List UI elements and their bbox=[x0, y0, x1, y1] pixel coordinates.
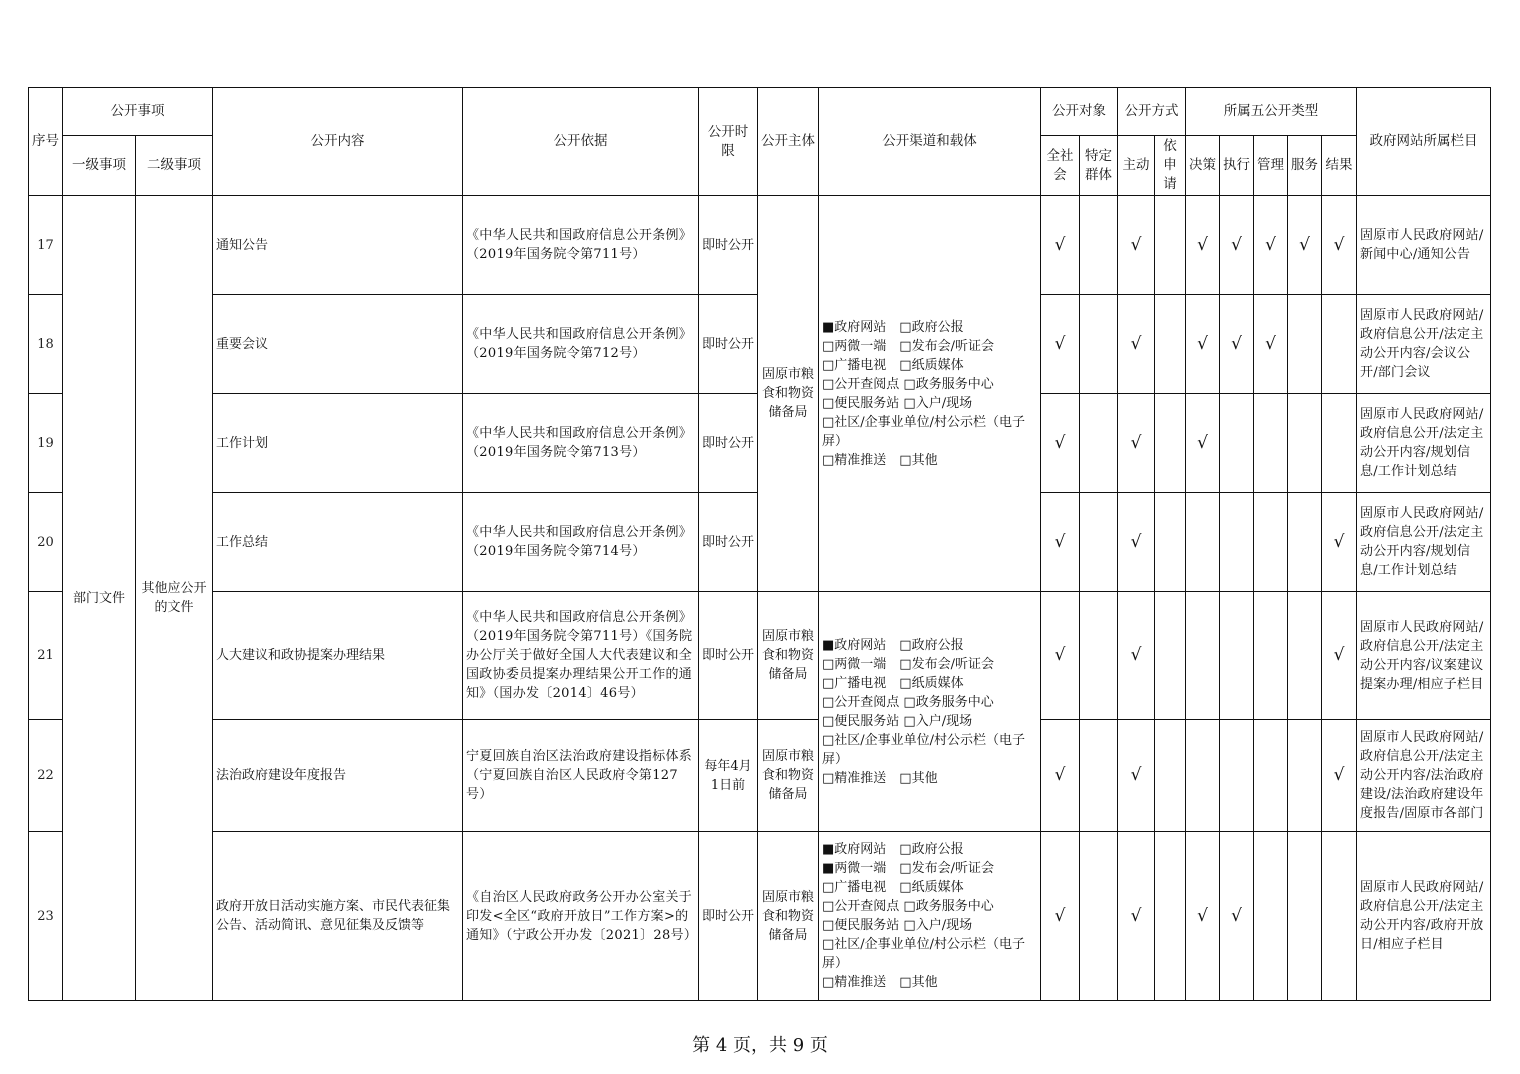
header-seq: 序号 bbox=[29, 88, 63, 196]
row-type-manage: √ bbox=[1254, 295, 1288, 394]
subject-cell-c: 固原市粮食和物资储备局 bbox=[758, 720, 819, 832]
row-type-service bbox=[1288, 592, 1322, 720]
table-row bbox=[29, 720, 1491, 832]
header-row-1 bbox=[29, 88, 1491, 136]
header-time: 公开时限 bbox=[699, 88, 758, 196]
row-type-decision bbox=[1186, 592, 1220, 720]
row-basis: 宁夏回族自治区法治政府建设指标体系（宁夏回族自治区人民政府令第127号） bbox=[463, 720, 699, 832]
row-method-apply bbox=[1155, 592, 1186, 720]
header-level1: 一级事项 bbox=[63, 136, 136, 196]
header-types: 所属五公开类型 bbox=[1186, 88, 1357, 136]
header-type-service: 服务 bbox=[1288, 136, 1322, 196]
channel-line: □社区/企事业单位/村公示栏（电子屏） bbox=[822, 937, 1026, 971]
row-target-specific bbox=[1080, 196, 1118, 295]
header-items: 公开事项 bbox=[63, 88, 213, 136]
row-type-service: √ bbox=[1288, 196, 1322, 295]
row-method-active: √ bbox=[1118, 295, 1155, 394]
channel-line: □精准推送 □其他 bbox=[822, 975, 938, 990]
header-content: 公开内容 bbox=[213, 88, 463, 196]
row-target-all: √ bbox=[1041, 394, 1080, 493]
header-method-apply: 依申请 bbox=[1155, 136, 1186, 196]
channel-line: □广播电视 □纸质媒体 bbox=[822, 357, 964, 373]
row-type-exec: √ bbox=[1220, 196, 1254, 295]
row-basis: 《中华人民共和国政府信息公开条例》（2019年国务院令第713号） bbox=[463, 394, 699, 493]
row-method-apply bbox=[1155, 295, 1186, 394]
row-target-specific bbox=[1080, 295, 1118, 394]
row-website: 固原市人民政府网站/政府信息公开/法定主动公开内容/议案建议提案办理/相应子栏目 bbox=[1357, 592, 1491, 720]
row-method-active: √ bbox=[1118, 196, 1155, 295]
row-seq: 19 bbox=[29, 394, 63, 493]
channel-line: □公开查阅点 □政务服务中心 bbox=[822, 899, 994, 914]
row-type-decision: √ bbox=[1186, 295, 1220, 394]
row-method-apply bbox=[1155, 196, 1186, 295]
row-type-manage bbox=[1254, 720, 1288, 832]
row-website: 固原市人民政府网站/新闻中心/通知公告 bbox=[1357, 196, 1491, 295]
channel-line: □便民服务站 □入户/现场 bbox=[822, 713, 973, 729]
row-type-manage: √ bbox=[1254, 196, 1288, 295]
channel-line: □广播电视 □纸质媒体 bbox=[822, 675, 964, 691]
row-type-result: √ bbox=[1322, 196, 1357, 295]
channel-line: □精准推送 □其他 bbox=[822, 452, 938, 468]
row-website: 固原市人民政府网站/政府信息公开/法定主动公开内容/规划信息/工作计划总结 bbox=[1357, 394, 1491, 493]
row-type-exec bbox=[1220, 720, 1254, 832]
header-website: 政府网站所属栏目 bbox=[1357, 88, 1491, 196]
header-target: 公开对象 bbox=[1041, 88, 1118, 136]
row-basis: 《中华人民共和国政府信息公开条例》（2019年国务院令第714号） bbox=[463, 493, 699, 592]
header-type-manage: 管理 bbox=[1254, 136, 1288, 196]
row-website: 固原市人民政府网站/政府信息公开/法定主动公开内容/法治政府建设/法治政府建设年度报告/固原市各部门 bbox=[1357, 720, 1491, 832]
row-seq: 18 bbox=[29, 295, 63, 394]
row-type-service bbox=[1288, 493, 1322, 592]
header-method-active: 主动 bbox=[1118, 136, 1155, 196]
row-time: 即时公开 bbox=[699, 394, 758, 493]
row-type-result bbox=[1322, 394, 1357, 493]
channel-line: □广播电视 □纸质媒体 bbox=[822, 880, 964, 895]
row-method-active: √ bbox=[1118, 832, 1155, 1001]
row-target-specific bbox=[1080, 720, 1118, 832]
subject-cell-a: 固原市粮食和物资储备局 bbox=[758, 196, 819, 592]
channel-line: □两微一端 □发布会/听证会 bbox=[822, 338, 994, 354]
disclosure-table bbox=[28, 87, 1491, 1001]
header-level2: 二级事项 bbox=[136, 136, 213, 196]
row-type-decision: √ bbox=[1186, 196, 1220, 295]
row-method-active: √ bbox=[1118, 720, 1155, 832]
row-time: 即时公开 bbox=[699, 196, 758, 295]
header-channel: 公开渠道和载体 bbox=[819, 88, 1041, 196]
row-type-exec bbox=[1220, 493, 1254, 592]
row-basis: 《自治区人民政府政务公开办公室关于印发<全区“政府开放日”工作方案>的通知》（宁政公开办发〔2021〕28号） bbox=[463, 832, 699, 1001]
row-basis: 《中华人民共和国政府信息公开条例》（2019年国务院令第711号）《国务院办公厅关于做好全国人大代表建议和全国政协委员提案办理结果公开工作的通知》（国办发〔2014〕46号） bbox=[463, 592, 699, 720]
row-type-result: √ bbox=[1322, 592, 1357, 720]
channel-line: □两微一端 □发布会/听证会 bbox=[822, 656, 994, 672]
row-method-active: √ bbox=[1118, 493, 1155, 592]
channel-cell-c bbox=[819, 832, 1041, 1001]
channel-line: ■政府网站 □政府公报 bbox=[822, 842, 964, 857]
header-target-all: 全社会 bbox=[1041, 136, 1080, 196]
channel-line: ■两微一端 □发布会/听证会 bbox=[822, 861, 994, 876]
row-type-manage bbox=[1254, 394, 1288, 493]
header-target-specific: 特定群体 bbox=[1080, 136, 1118, 196]
row-content: 政府开放日活动实施方案、市民代表征集公告、活动简讯、意见征集及反馈等 bbox=[213, 832, 463, 1001]
level1-cell: 部门文件 bbox=[63, 196, 136, 1001]
row-type-result: √ bbox=[1322, 493, 1357, 592]
channel-line: □便民服务站 □入户/现场 bbox=[822, 395, 973, 411]
header-type-exec: 执行 bbox=[1220, 136, 1254, 196]
row-method-active: √ bbox=[1118, 394, 1155, 493]
row-method-apply bbox=[1155, 832, 1186, 1001]
channel-cell-b bbox=[819, 592, 1041, 832]
row-target-all: √ bbox=[1041, 832, 1080, 1001]
header-subject: 公开主体 bbox=[758, 88, 819, 196]
row-seq: 23 bbox=[29, 832, 63, 1001]
row-type-decision: √ bbox=[1186, 832, 1220, 1001]
row-target-specific bbox=[1080, 592, 1118, 720]
row-basis: 《中华人民共和国政府信息公开条例》（2019年国务院令第711号） bbox=[463, 196, 699, 295]
table-row bbox=[29, 832, 1491, 1001]
row-seq: 22 bbox=[29, 720, 63, 832]
row-seq: 17 bbox=[29, 196, 63, 295]
row-type-service bbox=[1288, 394, 1322, 493]
row-target-specific bbox=[1080, 394, 1118, 493]
row-target-all: √ bbox=[1041, 196, 1080, 295]
row-type-result bbox=[1322, 832, 1357, 1001]
header-method: 公开方式 bbox=[1118, 88, 1186, 136]
row-type-decision: √ bbox=[1186, 394, 1220, 493]
channel-line: □公开查阅点 □政务服务中心 bbox=[822, 376, 994, 392]
subject-cell-b: 固原市粮食和物资储备局 bbox=[758, 592, 819, 720]
row-time: 即时公开 bbox=[699, 295, 758, 394]
row-content: 通知公告 bbox=[213, 196, 463, 295]
row-target-all: √ bbox=[1041, 592, 1080, 720]
row-content: 法治政府建设年度报告 bbox=[213, 720, 463, 832]
row-method-apply bbox=[1155, 394, 1186, 493]
channel-line: □精准推送 □其他 bbox=[822, 770, 938, 786]
row-seq: 21 bbox=[29, 592, 63, 720]
row-target-specific bbox=[1080, 493, 1118, 592]
header-basis: 公开依据 bbox=[463, 88, 699, 196]
channel-cell-a bbox=[819, 196, 1041, 592]
table-row bbox=[29, 196, 1491, 295]
row-type-service bbox=[1288, 832, 1322, 1001]
row-type-manage bbox=[1254, 592, 1288, 720]
row-time: 每年4月1日前 bbox=[699, 720, 758, 832]
row-time: 即时公开 bbox=[699, 832, 758, 1001]
row-method-apply bbox=[1155, 493, 1186, 592]
row-type-result bbox=[1322, 295, 1357, 394]
page-footer: 第 4 页，共 9 页 bbox=[692, 1035, 828, 1056]
row-type-exec bbox=[1220, 394, 1254, 493]
channel-line: ■政府网站 □政府公报 bbox=[822, 319, 964, 335]
row-website: 固原市人民政府网站/政府信息公开/法定主动公开内容/会议公开/部门会议 bbox=[1357, 295, 1491, 394]
row-target-all: √ bbox=[1041, 720, 1080, 832]
row-type-exec: √ bbox=[1220, 295, 1254, 394]
row-type-service bbox=[1288, 720, 1322, 832]
row-website: 固原市人民政府网站/政府信息公开/法定主动公开内容/规划信息/工作计划总结 bbox=[1357, 493, 1491, 592]
table-row bbox=[29, 592, 1491, 720]
row-method-apply bbox=[1155, 720, 1186, 832]
row-content: 工作总结 bbox=[213, 493, 463, 592]
row-basis: 《中华人民共和国政府信息公开条例》（2019年国务院令第712号） bbox=[463, 295, 699, 394]
row-type-service bbox=[1288, 295, 1322, 394]
row-type-exec: √ bbox=[1220, 832, 1254, 1001]
channel-line: ■政府网站 □政府公报 bbox=[822, 637, 964, 653]
row-seq: 20 bbox=[29, 493, 63, 592]
level2-cell: 其他应公开的文件 bbox=[136, 196, 213, 1001]
channel-line: □社区/企事业单位/村公示栏（电子屏） bbox=[822, 732, 1026, 767]
row-content: 重要会议 bbox=[213, 295, 463, 394]
row-target-all: √ bbox=[1041, 493, 1080, 592]
header-type-decision: 决策 bbox=[1186, 136, 1220, 196]
row-time: 即时公开 bbox=[699, 592, 758, 720]
row-time: 即时公开 bbox=[699, 493, 758, 592]
row-type-manage bbox=[1254, 832, 1288, 1001]
row-type-decision bbox=[1186, 493, 1220, 592]
row-target-all: √ bbox=[1041, 295, 1080, 394]
header-type-result: 结果 bbox=[1322, 136, 1357, 196]
row-website: 固原市人民政府网站/政府信息公开/法定主动公开内容/政府开放日/相应子栏目 bbox=[1357, 832, 1491, 1001]
channel-line: □社区/企事业单位/村公示栏（电子屏） bbox=[822, 414, 1026, 449]
row-method-active: √ bbox=[1118, 592, 1155, 720]
row-type-exec bbox=[1220, 592, 1254, 720]
row-type-decision bbox=[1186, 720, 1220, 832]
row-target-specific bbox=[1080, 832, 1118, 1001]
row-type-result: √ bbox=[1322, 720, 1357, 832]
row-type-manage bbox=[1254, 493, 1288, 592]
subject-cell-d: 固原市粮食和物资储备局 bbox=[758, 832, 819, 1001]
channel-line: □便民服务站 □入户/现场 bbox=[822, 918, 973, 933]
channel-line: □公开查阅点 □政务服务中心 bbox=[822, 694, 994, 710]
row-content: 工作计划 bbox=[213, 394, 463, 493]
row-content: 人大建议和政协提案办理结果 bbox=[213, 592, 463, 720]
